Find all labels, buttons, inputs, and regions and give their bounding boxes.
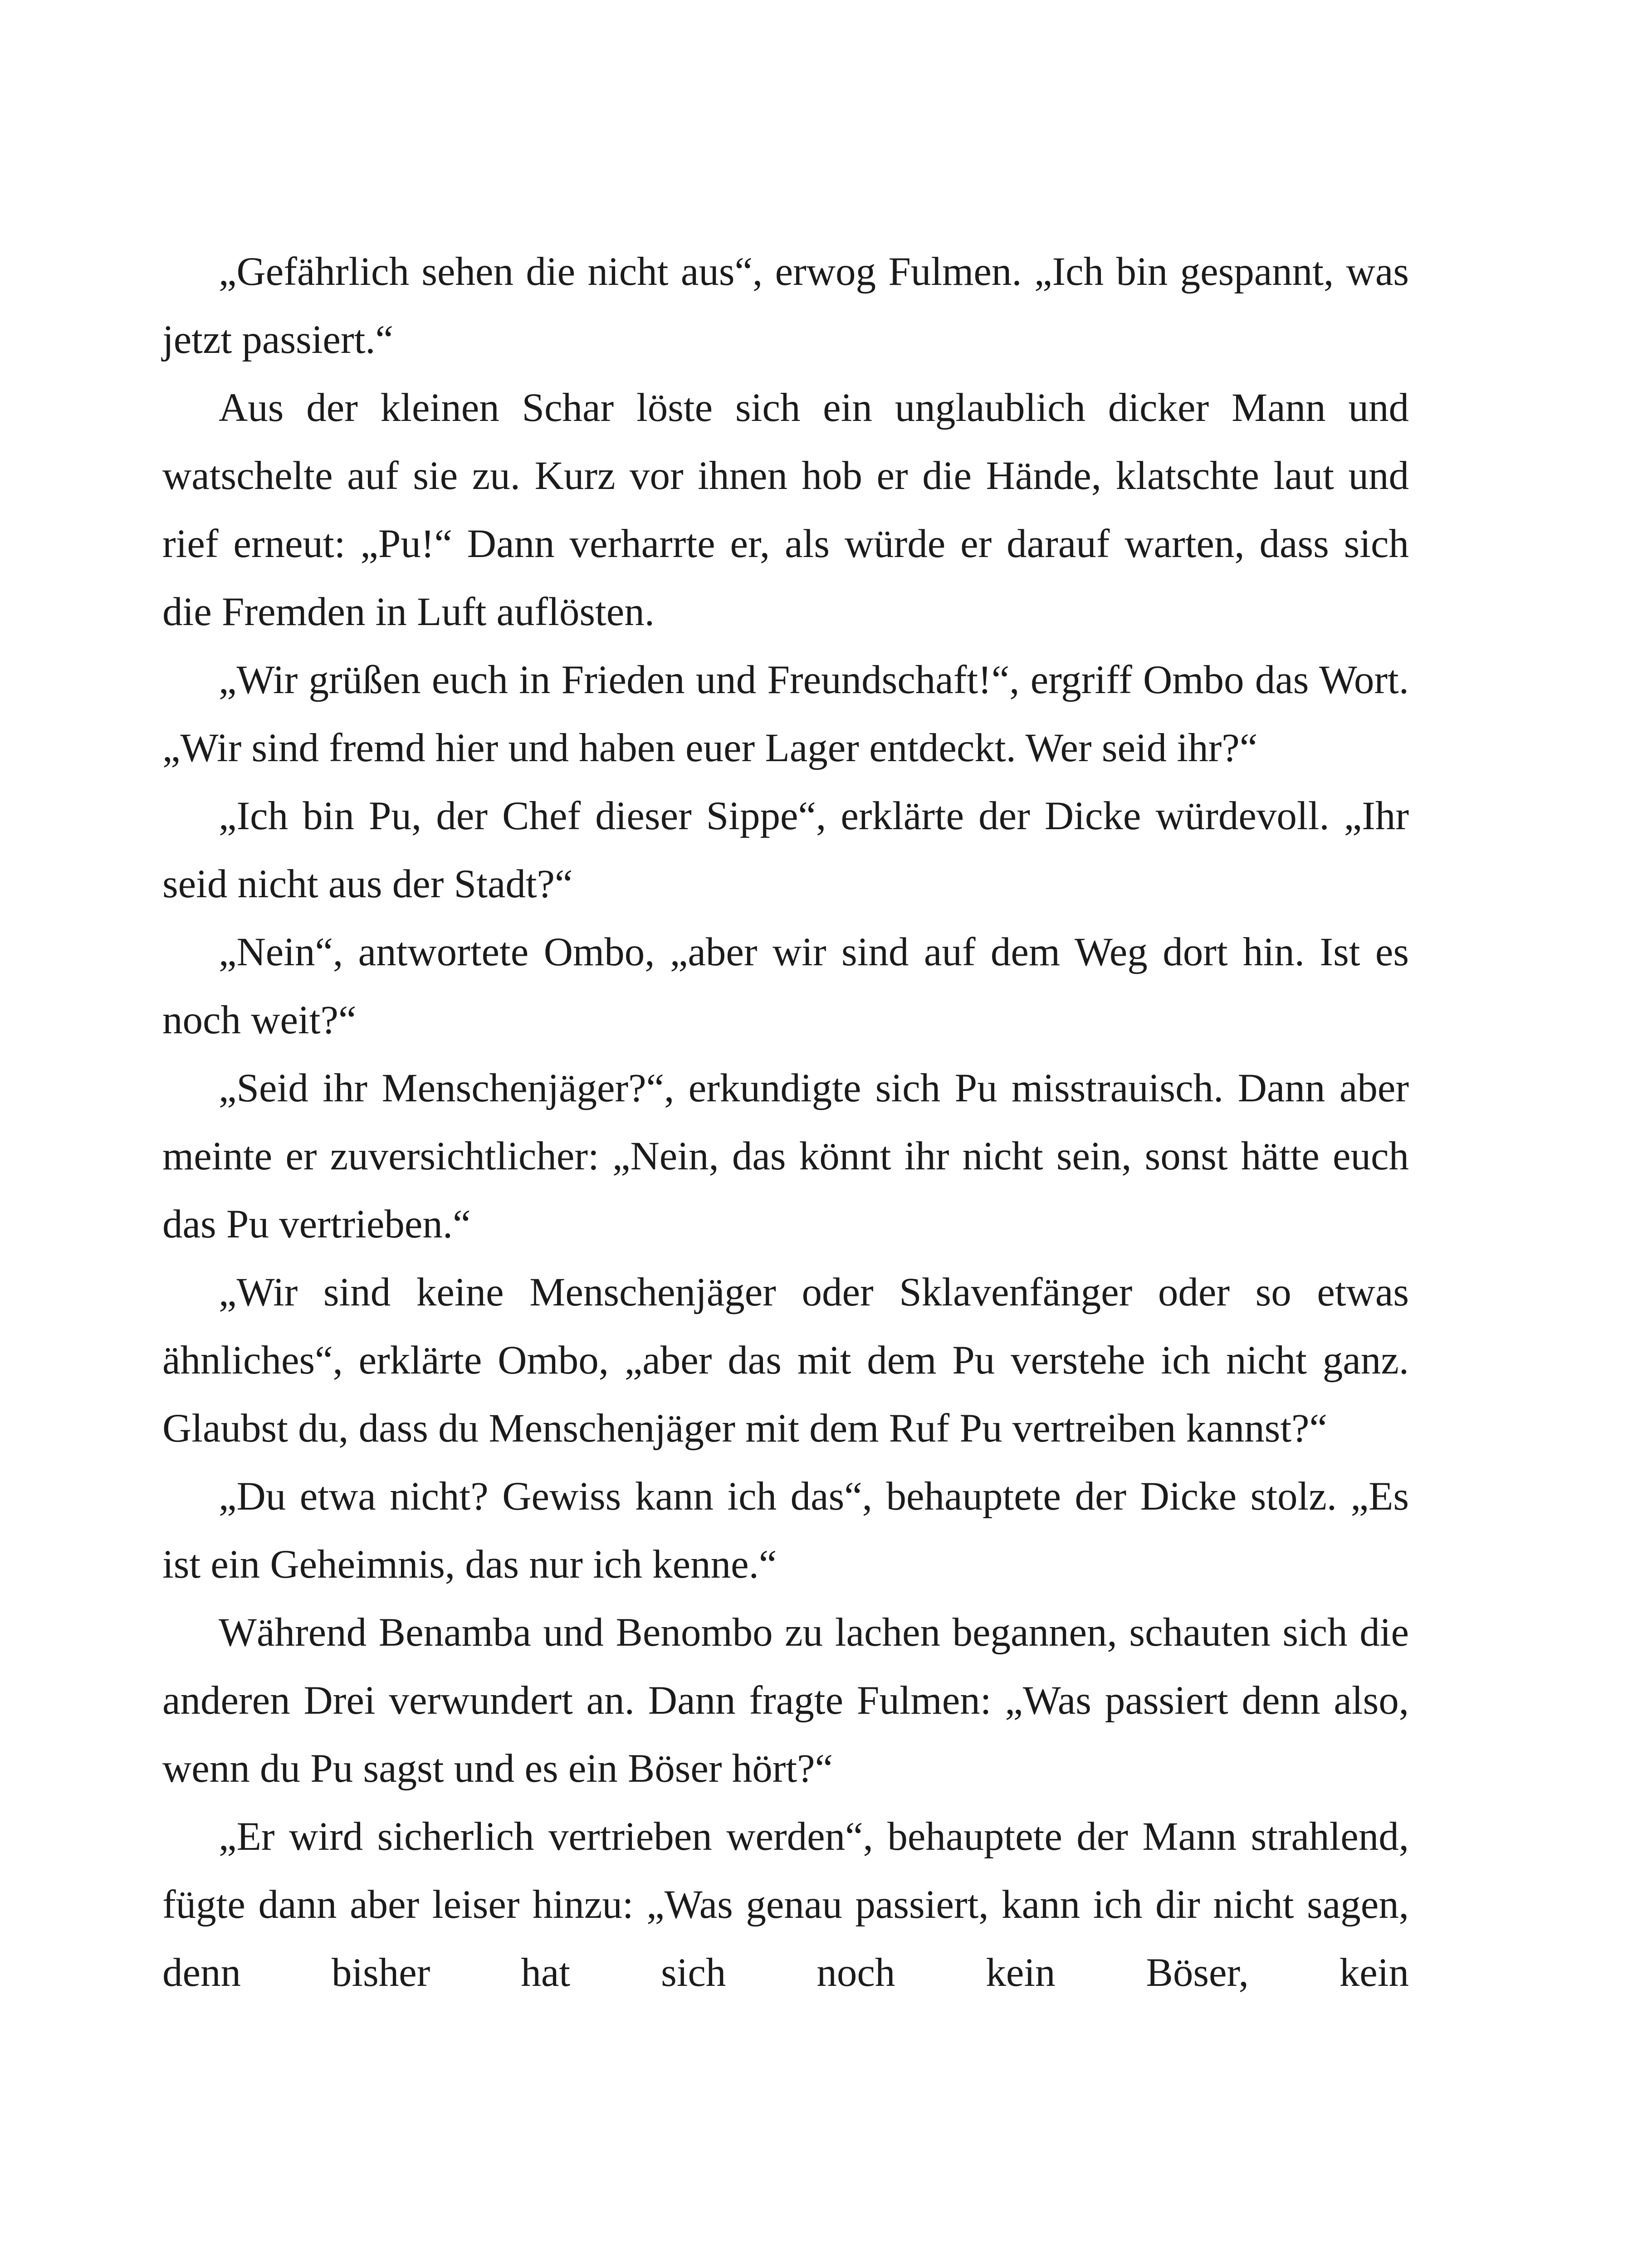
paragraph-7: „Wir sind keine Menschenjäger oder Sklavenfänger oder so etwas ähnliches“, erklärte Ombo, „aber das mit dem Pu verstehe ich nicht ganz. Glaubst du, dass du Menschenjäger mit dem Ruf Pu vertreiben kannst?“ <box>162 1270 1409 1451</box>
body-text <box>162 238 1409 2007</box>
paragraph-10: „Er wird sicherlich vertrieben werden“, behauptete der Mann strahlend, fügte dann aber leiser hinzu: „Was genau passiert, kann ich dir nicht sagen, denn bisher hat sich noch kein Böser, kein <box>162 1814 1409 1995</box>
paragraph-3: „Wir grüßen euch in Frieden und Freundschaft!“, ergriff Ombo das Wort. „Wir sind fremd hier und haben euer Lager entdeckt. Wer seid ihr?“ <box>162 658 1409 770</box>
paragraph-8: „Du etwa nicht? Gewiss kann ich das“, behauptete der Dicke stolz. „Es ist ein Geheimnis, das nur ich kenne.“ <box>162 1474 1409 1587</box>
paragraph-2: Aus der kleinen Schar löste sich ein unglaublich dicker Mann und watschelte auf sie zu. Kurz vor ihnen hob er die Hände, klatschte laut und rief erneut: „Pu!“ Dann verharrte er, als würde er darauf warten, dass sich die Fremden in Luft auflösten. <box>162 386 1409 634</box>
paragraph-1: „Gefährlich sehen die nicht aus“, erwog Fulmen. „Ich bin gespannt, was jetzt passiert.“ <box>162 249 1409 362</box>
paragraph-6: „Seid ihr Menschenjäger?“, erkundigte sich Pu misstrauisch. Dann aber meinte er zuversichtlicher: „Nein, das könnt ihr nicht sein, sonst hätte euch das Pu vertrieben.“ <box>162 1066 1409 1246</box>
paragraph-5: „Nein“, antwortete Ombo, „aber wir sind auf dem Weg dort hin. Ist es noch weit?“ <box>162 930 1409 1042</box>
paragraph-9: Während Benamba und Benombo zu lachen begannen, schauten sich die anderen Drei verwundert an. Dann fragte Fulmen: „Was passiert denn also, wenn du Pu sagst und es ein Böser hört?“ <box>162 1610 1409 1791</box>
paragraph-4: „Ich bin Pu, der Chef dieser Sippe“, erklärte der Dicke würdevoll. „Ihr seid nicht aus der Stadt?“ <box>162 794 1409 906</box>
